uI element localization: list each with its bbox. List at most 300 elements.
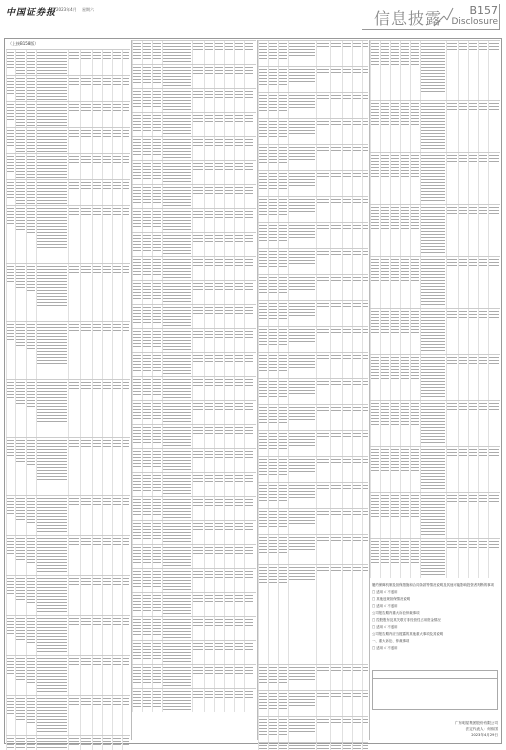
column-2	[132, 40, 256, 712]
table-cell-text	[317, 147, 329, 153]
table-cell-text	[317, 173, 329, 179]
table-row	[258, 456, 368, 482]
table-cell-text	[163, 355, 191, 375]
table-cell-text	[317, 121, 329, 127]
table-cell-text	[153, 547, 161, 563]
table-cell-text	[103, 182, 111, 190]
table-cell-text	[27, 440, 35, 466]
table-cell-text	[69, 78, 79, 86]
table-cell-text	[133, 691, 141, 707]
table-cell-text	[113, 738, 121, 746]
table-cell-text	[205, 187, 213, 195]
table-cell-text	[16, 324, 25, 346]
table-cell-text	[331, 355, 341, 361]
issue-date: 2023年4月	[56, 7, 77, 12]
notice-text	[372, 582, 498, 652]
table-cell-text	[143, 259, 151, 275]
table-cell-text	[113, 208, 121, 216]
table-cell-text	[7, 698, 14, 716]
table-cell-text	[317, 537, 329, 543]
table-cell-text	[37, 538, 67, 574]
table-cell-text	[279, 199, 287, 215]
table-cell-text	[269, 693, 277, 709]
table-row	[370, 492, 500, 538]
table-cell-text	[133, 619, 141, 635]
table-cell-text	[37, 738, 67, 750]
table-cell-text	[163, 691, 191, 711]
table-cell-text	[245, 163, 253, 171]
table-cell-text	[193, 259, 203, 267]
table-cell-text	[93, 52, 101, 60]
table-cell-text	[143, 619, 151, 635]
table-cell-text	[225, 475, 233, 483]
table-cell-text	[133, 547, 141, 563]
table-cell-text	[245, 667, 253, 675]
table-cell-text	[225, 427, 233, 435]
continuation-label: （上接B158版）	[8, 41, 39, 46]
table-cell-text	[193, 115, 203, 123]
table-cell-text	[479, 541, 487, 549]
table-row	[132, 184, 256, 208]
table-cell-text	[235, 403, 243, 411]
table-cell-text	[81, 498, 91, 506]
table-cell-text	[16, 156, 25, 178]
table-cell-text	[215, 475, 223, 483]
table-cell-text	[81, 440, 91, 448]
table-row	[6, 75, 130, 101]
table-cell-text	[205, 163, 213, 171]
table-cell-text	[69, 738, 79, 746]
table-cell-text	[235, 643, 243, 651]
table-row	[6, 615, 130, 655]
table-cell-text	[279, 95, 287, 111]
table-cell-text	[245, 643, 253, 651]
table-cell-text	[37, 698, 67, 734]
table-cell-text	[421, 155, 445, 203]
table-cell-text	[27, 130, 35, 152]
table-cell-text	[103, 738, 111, 746]
table-cell-text	[289, 537, 315, 551]
table-cell-text	[235, 499, 243, 507]
table-cell-text	[289, 745, 315, 750]
table-cell-text	[133, 499, 141, 515]
table-cell-text	[235, 691, 243, 699]
table-cell-text	[103, 578, 111, 586]
table-row	[132, 472, 256, 496]
table-cell-text	[479, 495, 487, 503]
table-cell-text	[69, 182, 79, 190]
table-cell-text	[133, 187, 141, 203]
notice-line: □ 控股股东及其关联方非经营性占用资金情况	[372, 618, 441, 622]
table-cell-text	[113, 266, 121, 274]
table-cell-text	[193, 523, 203, 531]
table-cell-text	[7, 382, 14, 400]
table-cell-text	[153, 403, 161, 419]
table-cell-text	[353, 173, 361, 179]
table-cell-text	[411, 207, 419, 229]
table-cell-text	[343, 719, 351, 725]
table-cell-text	[143, 475, 151, 491]
table-row	[6, 127, 130, 153]
table-cell-text	[343, 511, 351, 517]
table-row	[6, 205, 130, 263]
table-cell-text	[16, 78, 25, 100]
table-cell-text	[421, 357, 445, 399]
table-cell-text	[205, 331, 213, 339]
table-cell-text	[245, 475, 253, 483]
table-cell-text	[37, 578, 67, 614]
table-cell-text	[401, 311, 409, 333]
table-cell-text	[245, 307, 253, 315]
table-cell-text	[331, 667, 341, 673]
table-cell-text	[225, 595, 233, 603]
table-row	[258, 534, 368, 564]
table-cell-text	[245, 91, 253, 99]
table-cell-text	[93, 208, 101, 216]
table-cell-text	[363, 355, 368, 361]
table-cell-text	[225, 355, 233, 363]
table-cell-text	[363, 173, 368, 179]
table-cell-text	[317, 381, 329, 387]
table-row	[258, 222, 368, 248]
table-cell-text	[143, 211, 151, 227]
table-cell-text	[331, 225, 341, 231]
table-cell-text	[421, 311, 445, 353]
table-cell-text	[279, 329, 287, 345]
table-cell-text	[331, 147, 341, 153]
table-cell-text	[103, 266, 111, 274]
table-cell-text	[133, 67, 141, 83]
table-cell-text	[469, 259, 477, 267]
table-cell-text	[259, 667, 267, 683]
table-cell-text	[205, 379, 213, 387]
table-cell-text	[245, 691, 253, 699]
table-cell-text	[205, 595, 213, 603]
table-cell-text	[81, 130, 91, 138]
table-cell-text	[225, 547, 233, 555]
table-cell-text	[69, 658, 79, 666]
table-cell-text	[93, 658, 101, 666]
table-cell-text	[143, 691, 151, 707]
table-cell-text	[27, 52, 35, 74]
table-row	[6, 49, 130, 75]
table-cell-text	[469, 403, 477, 411]
table-cell-text	[133, 43, 141, 59]
table-cell-text	[69, 266, 79, 274]
column-1	[6, 40, 130, 750]
table-cell-text	[153, 163, 161, 179]
table-cell-text	[469, 207, 477, 215]
table-cell-text	[193, 163, 203, 171]
table-cell-text	[259, 511, 267, 527]
table-cell-text	[259, 719, 267, 735]
table-cell-text	[331, 511, 341, 517]
table-cell-text	[447, 311, 457, 319]
table-cell-text	[489, 541, 499, 549]
table-cell-text	[93, 382, 101, 390]
table-cell-text	[143, 235, 151, 251]
table-cell-text	[205, 619, 213, 627]
table-cell-text	[279, 121, 287, 137]
table-cell-text	[215, 139, 223, 147]
table-cell-text	[289, 69, 315, 83]
table-cell-text	[289, 251, 315, 265]
table-cell-text	[459, 403, 467, 411]
table-cell-text	[353, 277, 361, 283]
table-cell-text	[353, 407, 361, 413]
table-cell-text	[279, 43, 287, 59]
section-title: 信息披露	[374, 9, 443, 28]
table-cell-text	[81, 156, 91, 164]
table-cell-text	[16, 738, 25, 750]
table-cell-text	[245, 43, 253, 51]
table-cell-text	[331, 381, 341, 387]
table-cell-text	[133, 475, 141, 491]
table-cell-text	[289, 719, 315, 733]
issue-weekday: 星期六	[82, 7, 95, 12]
table-cell-text	[245, 523, 253, 531]
table-cell-text	[343, 251, 351, 257]
table-cell-text	[225, 115, 233, 123]
column-4	[370, 40, 500, 578]
table-cell-text	[103, 130, 111, 138]
table-cell-text	[113, 618, 121, 626]
table-cell-text	[153, 211, 161, 227]
table-cell-text	[331, 251, 341, 257]
table-cell-text	[269, 433, 277, 449]
table-cell-text	[331, 433, 341, 439]
table-cell-text	[269, 355, 277, 371]
table-cell-text	[411, 103, 419, 125]
table-cell-text	[133, 115, 141, 131]
table-cell-text	[27, 182, 35, 204]
table-cell-text	[235, 595, 243, 603]
table-cell-text	[123, 538, 129, 546]
table-cell-text	[269, 121, 277, 137]
notice-line: □ 其他违规担保情况说明	[372, 597, 411, 601]
table-cell-text	[489, 403, 499, 411]
table-cell-text	[269, 199, 277, 215]
table-cell-text	[103, 538, 111, 546]
table-cell-text	[269, 69, 277, 85]
table-cell-text	[245, 187, 253, 195]
table-cell-text	[81, 738, 91, 746]
table-cell-text	[81, 382, 91, 390]
table-cell-text	[143, 163, 151, 179]
table-cell-text	[193, 43, 203, 51]
table-row	[258, 690, 368, 716]
table-cell-text	[143, 307, 151, 323]
table-cell-text	[353, 43, 361, 49]
table-cell-text	[317, 303, 329, 309]
table-row	[258, 66, 368, 92]
table-cell-text	[133, 403, 141, 419]
table-cell-text	[447, 259, 457, 267]
table-cell-text	[37, 182, 67, 204]
table-cell-text	[411, 357, 419, 379]
table-cell-text	[411, 449, 419, 471]
table-row	[132, 232, 256, 256]
table-cell-text	[193, 235, 203, 243]
table-cell-text	[205, 67, 213, 75]
table-cell-text	[289, 407, 315, 421]
table-cell-text	[363, 511, 368, 517]
table-row	[258, 742, 368, 750]
table-cell-text	[489, 103, 499, 111]
table-cell-text	[225, 331, 233, 339]
table-cell-text	[269, 225, 277, 241]
table-cell-text	[317, 355, 329, 361]
table-cell-text	[259, 95, 267, 111]
table-body	[132, 40, 256, 712]
notice-line: □ 适用 √ 不适用	[372, 604, 398, 608]
table-row	[6, 179, 130, 205]
table-cell-text	[421, 403, 445, 445]
table-cell-text	[163, 403, 191, 423]
table-cell-text	[103, 208, 111, 216]
table-cell-text	[401, 103, 409, 125]
table-cell-text	[215, 163, 223, 171]
table-cell-text	[133, 211, 141, 227]
table-cell-text	[143, 115, 151, 131]
table-row	[258, 196, 368, 222]
table-cell-text	[225, 235, 233, 243]
table-cell-text	[143, 67, 151, 83]
table-cell-text	[331, 485, 341, 491]
table-cell-text	[133, 571, 141, 587]
table-cell-text	[225, 619, 233, 627]
table-cell-text	[37, 78, 67, 100]
table-cell-text	[363, 567, 368, 573]
table-row	[258, 508, 368, 534]
table-cell-text	[421, 259, 445, 307]
table-cell-text	[317, 251, 329, 257]
notice-line: 公司报告期内应当披露的其他重大事项及其说明	[372, 632, 444, 636]
table-cell-text	[7, 738, 14, 750]
table-cell-text	[193, 403, 203, 411]
table-cell-text	[343, 329, 351, 335]
table-row	[258, 274, 368, 300]
table-row	[6, 321, 130, 379]
table-cell-text	[193, 187, 203, 195]
table-cell-text	[103, 324, 111, 332]
table-cell-text	[235, 331, 243, 339]
table-cell-text	[269, 173, 277, 189]
table-cell-text	[205, 499, 213, 507]
table-cell-text	[163, 475, 191, 495]
table-cell-text	[391, 541, 399, 563]
table-cell-text	[371, 43, 379, 65]
notice-line: □ 适用 √ 不适用	[372, 625, 398, 629]
table-cell-text	[447, 43, 457, 51]
table-cell-text	[381, 43, 389, 65]
table-cell-text	[193, 475, 203, 483]
table-cell-text	[27, 324, 35, 350]
table-cell-text	[81, 698, 91, 706]
table-cell-text	[363, 485, 368, 491]
table-cell-text	[225, 43, 233, 51]
table-cell-text	[7, 440, 14, 458]
table-row	[132, 544, 256, 568]
table-rule	[316, 565, 317, 664]
table-cell-text	[225, 91, 233, 99]
table-cell-text	[37, 498, 67, 534]
table-cell-text	[215, 211, 223, 219]
table-cell-text	[113, 324, 121, 332]
table-cell-text	[363, 95, 368, 101]
table-cell-text	[153, 235, 161, 251]
table-cell-text	[371, 103, 379, 125]
table-cell-text	[343, 199, 351, 205]
table-row	[258, 378, 368, 404]
table-cell-text	[401, 259, 409, 281]
table-cell-text	[317, 667, 329, 673]
table-row	[6, 655, 130, 695]
table-cell-text	[7, 130, 14, 148]
table-cell-text	[381, 207, 389, 229]
table-cell-text	[469, 495, 477, 503]
table-cell-text	[331, 329, 341, 335]
table-cell-text	[371, 403, 379, 425]
table-cell-text	[489, 495, 499, 503]
table-cell-text	[411, 155, 419, 177]
table-cell-text	[401, 43, 409, 65]
table-cell-text	[289, 459, 315, 473]
table-cell-text	[93, 578, 101, 586]
table-cell-text	[363, 69, 368, 75]
table-cell-text	[363, 147, 368, 153]
table-cell-text	[353, 537, 361, 543]
table-cell-text	[93, 156, 101, 164]
table-cell-text	[317, 225, 329, 231]
table-cell-text	[343, 693, 351, 699]
table-cell-text	[259, 355, 267, 371]
table-cell-text	[193, 667, 203, 675]
table-cell-text	[353, 381, 361, 387]
table-row	[132, 208, 256, 232]
table-cell-text	[459, 311, 467, 319]
table-cell-text	[163, 163, 191, 183]
table-cell-text	[69, 130, 79, 138]
table-cell-text	[269, 459, 277, 475]
table-cell-text	[37, 208, 67, 248]
table-cell-text	[381, 495, 389, 517]
table-cell-text	[215, 331, 223, 339]
table-cell-text	[245, 499, 253, 507]
table-cell-text	[153, 571, 161, 587]
table-cell-text	[215, 619, 223, 627]
table-cell-text	[447, 103, 457, 111]
table-cell-text	[225, 283, 233, 291]
table-cell-text	[163, 115, 191, 135]
table-cell-text	[381, 259, 389, 281]
page-number: B157	[469, 4, 498, 17]
table-cell-text	[353, 355, 361, 361]
table-cell-text	[331, 121, 341, 127]
table-cell-text	[259, 277, 267, 293]
table-cell-text	[103, 440, 111, 448]
table-row	[6, 735, 130, 750]
section-subtitle-en: Disclosure	[451, 17, 498, 27]
table-cell-text	[193, 619, 203, 627]
table-cell-text	[289, 95, 315, 109]
table-row	[132, 304, 256, 328]
table-cell-text	[93, 440, 101, 448]
table-cell-text	[103, 382, 111, 390]
table-cell-text	[143, 91, 151, 107]
table-cell-text	[93, 498, 101, 506]
table-cell-text	[381, 155, 389, 177]
